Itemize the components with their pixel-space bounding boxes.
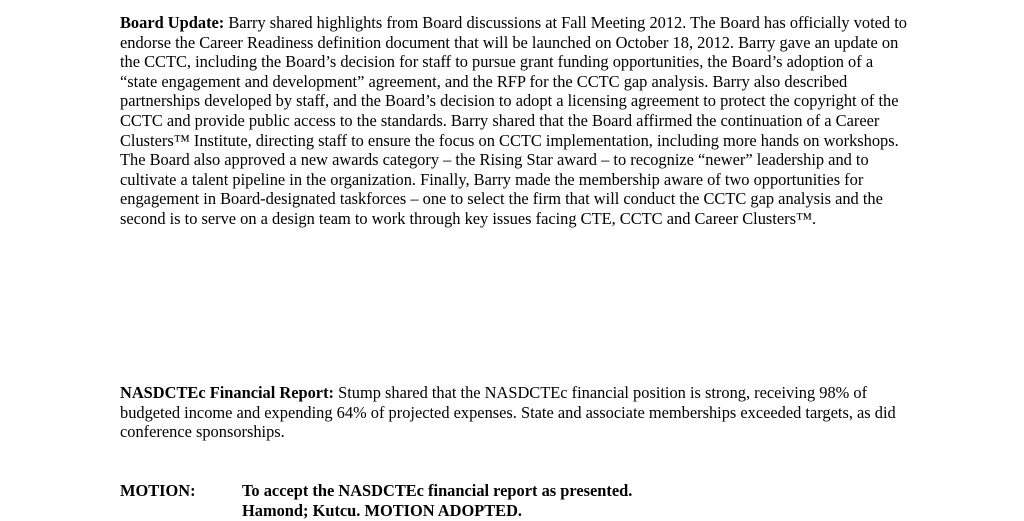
motion-line xyxy=(120,481,910,501)
motion-label: MOTION: xyxy=(120,481,196,500)
board-update-paragraph xyxy=(120,13,910,229)
motion-result-line: Hamond; Kutcu. MOTION ADOPTED. xyxy=(242,501,523,520)
board-update-heading: Board Update: xyxy=(120,13,225,32)
motion-text: To accept the NASDCTEc financial report as presented. xyxy=(242,481,633,500)
financial-report-text: Stump shared that the NASDCTEc financial position is strong, receiving 98% of budgeted income and expending 64% of projected expenses. State and associate memberships exceeded targets, as did conference sponsorships. xyxy=(120,383,896,442)
financial-report-heading: NASDCTEc Financial Report: xyxy=(120,383,334,402)
financial-report-paragraph xyxy=(120,383,910,442)
board-update-text: Barry shared highlights from Board discussions at Fall Meeting 2012. The Board has officially voted to endorse the Career Readiness definition document that will be launched on October 18, 2012. Barry gave an update on the CCTC, including the Board’s decision for staff to pursue grant funding opportunities, the Board’s adoption of a “state engagement and development” agreement, and the RFP for the CCTC gap analysis. Barry also described partnerships developed by staff, and the Board’s decision to adopt a licensing agreement to protect the copyright of the CCTC and provide public access to the standards. Barry shared that the Board affirmed the continuation of a Career Clusters™ Institute, directing staff to ensure the focus on CCTC implementation, including more hands on workshops. The Board also approved a new awards category – the Rising Star award – to recognize “newer” leadership and to cultivate a talent pipeline in the organization. Finally, Barry made the membership aware of two opportunities for engagement in Board-designated taskforces – one to select the firm that will conduct the CCTC gap analysis and the second is to serve on a design team to work through key issues facing CTE, CCTC and Career Clusters™. xyxy=(120,13,907,228)
